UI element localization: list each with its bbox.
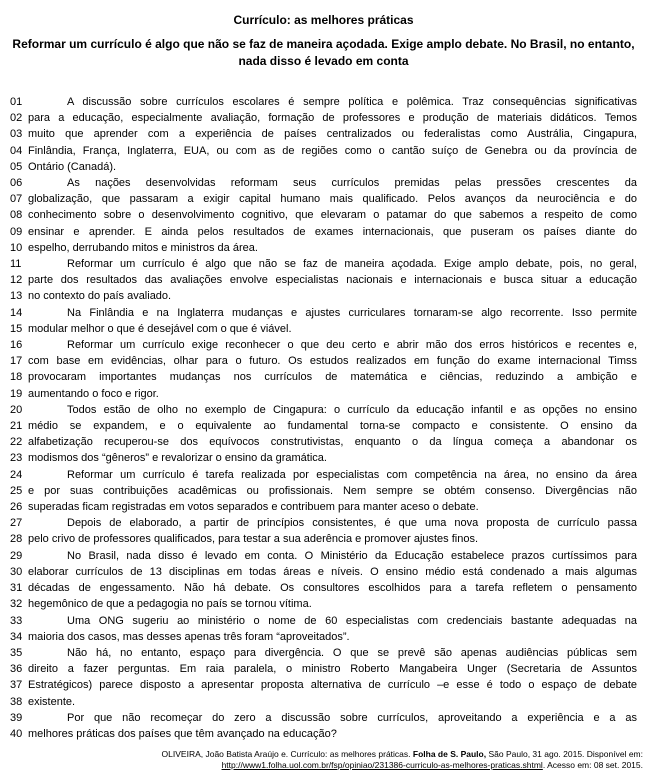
line-text: modismos dos “gêneros” e revalorizar o ensino da gramática.: [28, 452, 327, 465]
text-line: [10, 467, 637, 483]
text-line: [10, 94, 637, 110]
page-title: Currículo: as melhores práticas: [233, 13, 414, 27]
line-text: Estratégicos) parece disposto a apresentar proposta alternativa de currículo –e esse é todo o espaço de debate: [28, 679, 637, 692]
text-line: [10, 629, 637, 645]
line-number: 26: [10, 501, 23, 514]
line-number: 27: [10, 517, 23, 530]
line-number: 14: [10, 306, 23, 319]
text-line: [10, 710, 637, 726]
line-text: Na Finlândia e na Inglaterra mudanças e ajustes curriculares tornaram-se algo recorrente. Isso permite: [67, 306, 637, 319]
line-text: ensinar e aprender. E ainda pelos resultados de exames internacionais, que puseram os países diante do: [28, 225, 637, 238]
line-text: No Brasil, nada disso é levado em conta. O Ministério da Educação estabelece prazos curtíssimos para: [67, 549, 637, 562]
line-text: parte dos resultados das avaliações envolve especialistas nacionais e internacionais e busca situar a educação: [28, 274, 637, 287]
text-line: [10, 369, 637, 385]
text-line: [10, 402, 637, 418]
line-text: existente.: [28, 695, 76, 708]
text-line: [10, 288, 637, 304]
text-line: [10, 224, 637, 240]
line-text: para a educação, especialmente avaliação, formação de professores e produção de materiais didáticos. Temos: [28, 112, 637, 125]
line-number: 25: [10, 484, 23, 497]
line-number: 24: [10, 468, 23, 481]
line-number: 04: [10, 144, 23, 157]
line-number: 06: [10, 177, 23, 190]
line-text: Não há, no entanto, espaço para divergência. O que se prevê são apenas audiências públicas sem: [67, 646, 637, 659]
line-number: 31: [10, 582, 23, 595]
text-line: [10, 240, 637, 256]
line-number: 22: [10, 436, 23, 449]
line-number: 20: [10, 403, 23, 416]
text-line: [10, 450, 637, 466]
line-number: 10: [10, 241, 23, 254]
line-text: direito a fazer perguntas. Em raia paralela, o ministro Roberto Mangabeira Unger (Secretaria de Assuntos: [28, 663, 637, 676]
text-line: [10, 305, 637, 321]
line-number: 15: [10, 322, 23, 335]
line-number: 40: [10, 727, 23, 740]
text-line: [10, 677, 637, 693]
line-number: 38: [10, 695, 23, 708]
line-number: 19: [10, 387, 23, 400]
line-number: 33: [10, 614, 23, 627]
line-text: Por que não recomeçar do zero a discussão sobre currículos, aproveitando a experiência e a as: [67, 711, 637, 724]
text-line: [10, 143, 637, 159]
line-number: 12: [10, 274, 23, 287]
line-text: Todos estão de olho no exemplo de Cingapura: o currículo da educação infantil e as opções no ensino: [67, 403, 637, 416]
line-text: décadas de engessamento. Não há debate. Os consultores escolhidos para a tarefa refletem o pensamento: [28, 582, 637, 595]
line-number: 29: [10, 549, 23, 562]
text-line: [10, 613, 637, 629]
text-line: [10, 499, 637, 515]
text-line: [10, 531, 637, 547]
line-number: 13: [10, 290, 23, 303]
line-text: hegemônico de que a pedagogia no país se tornou vítima.: [28, 598, 312, 611]
citation-url-link[interactable]: http://www1.folha.uol.com.br/fsp/opiniao/231386-curriculo-as-melhores-praticas.shtml: [221, 759, 543, 770]
line-text: aumentando o foco e rigor.: [28, 387, 159, 400]
line-text: médio se expandem, e o equivalente ao fundamental torna-se compacto e consistente. O ensino da: [28, 420, 637, 433]
line-text: alfabetização recuperou-se dos equívocos construtivistas, enquanto o da língua começa a abandonar os: [28, 436, 637, 449]
line-number: 32: [10, 598, 23, 611]
line-text: modular melhor o que é desejável com o que é viável.: [28, 322, 292, 335]
citation-source-name: Folha de S. Paulo,: [412, 749, 487, 759]
line-text: com base em evidências, olhar para o futuro. Os estudos realizados em função do exame internacional Timss: [28, 355, 637, 368]
line-text: provocaram importantes mudanças nos currículos de matemática e ciências, reduzindo a ambição e: [28, 371, 637, 384]
text-line: [10, 483, 637, 499]
line-text: globalização, que passaram a exigir capital humano mais qualificado. Pelos avanços da neurociência e do: [28, 193, 637, 206]
citation: [0, 749, 647, 770]
line-text: conhecimento sobre o desenvolvimento cognitivo, que elevaram o patamar do que sabemos a respeito de como: [28, 209, 637, 222]
line-text: pelo crivo de professores qualificados, para testar a sua aderência e promover ajustes finos.: [28, 533, 479, 546]
text-line: [10, 645, 637, 661]
citation-place-date: São Paulo, 31 ago. 2015. Disponível em:: [486, 749, 643, 759]
text-line: [10, 272, 637, 288]
subtitle-line-1: Reformar um currículo é algo que não se faz de maneira açodada. Exige amplo debate. No Brasil, no entanto,: [12, 37, 635, 51]
text-line: [10, 548, 637, 564]
text-line: [10, 353, 637, 369]
line-number: 09: [10, 225, 23, 238]
line-number: 16: [10, 339, 23, 352]
line-number: 28: [10, 533, 23, 546]
text-line: [10, 515, 637, 531]
line-number: 36: [10, 663, 23, 676]
text-line: [10, 159, 637, 175]
line-number: 05: [10, 160, 23, 173]
text-line: [10, 694, 637, 710]
line-text: Ontário (Canadá).: [28, 160, 117, 173]
text-line: [10, 110, 637, 126]
line-number: 02: [10, 112, 23, 125]
line-text: Depois de elaborado, a partir de princípios consistentes, é que uma nova proposta de currículo passa: [67, 517, 637, 530]
subtitle-line-2: nada disso é levado em conta: [238, 54, 409, 68]
line-number: 30: [10, 565, 23, 578]
line-number: 37: [10, 679, 23, 692]
line-number: 35: [10, 646, 23, 659]
line-number: 18: [10, 371, 23, 384]
line-text: e por suas contribuições acadêmicas ou profissionais. Nem sempre se obtém consenso. Divergências não: [28, 484, 637, 497]
text-line: [10, 564, 637, 580]
line-number: 03: [10, 128, 23, 141]
text-line: [10, 256, 637, 272]
line-number: 21: [10, 420, 23, 433]
line-text: Reformar um currículo é tarefa realizada por especialistas com competência na área, no ensino da área: [67, 468, 637, 481]
text-line: [10, 175, 637, 191]
text-line: [10, 726, 637, 742]
line-number: 11: [10, 258, 22, 271]
text-line: [10, 596, 637, 612]
line-text: superadas ficam registradas em votos separados e contribuem para manter aceso o debate.: [28, 501, 479, 514]
text-line: [10, 321, 637, 337]
text-body: [0, 94, 647, 742]
line-number: 07: [10, 193, 23, 206]
line-text: A discussão sobre currículos escolares é sempre política e polêmica. Traz consequências significativas: [67, 96, 637, 108]
line-number: 23: [10, 452, 23, 465]
text-line: [10, 434, 637, 450]
page-subtitle: [0, 36, 647, 70]
line-number: 34: [10, 630, 23, 643]
line-number: 39: [10, 711, 23, 724]
line-text: Reformar um currículo é algo que não se faz de maneira açodada. Exige amplo debate, pois, no geral,: [67, 258, 637, 271]
line-text: Finlândia, França, Inglaterra, EUA, ou com as de regiões como o cantão suíço de Genebra ou da província de: [28, 144, 637, 157]
citation-author-title: OLIVEIRA, João Batista Araújo e. Currículo: as melhores práticas.: [161, 749, 413, 759]
line-number: 17: [10, 355, 23, 368]
line-text: maioria dos casos, mas desses apenas três foram “aproveitados”.: [28, 630, 350, 643]
line-number: 01: [10, 96, 23, 108]
line-text: muito que aprender com a experiência de países centralizados ou federalistas como Austrália, Cingapura,: [28, 128, 637, 141]
text-line: [10, 386, 637, 402]
text-line: [10, 580, 637, 596]
line-text: Uma ONG sugeriu ao ministério o nome de 60 especialistas com credenciais bastante adequadas na: [67, 614, 637, 627]
text-line: [10, 337, 637, 353]
document-header: [0, 0, 647, 70]
text-line: [10, 418, 637, 434]
line-number: 08: [10, 209, 23, 222]
text-line: [10, 191, 637, 207]
line-text: no contexto do país avaliado.: [28, 290, 172, 303]
citation-access-date: . Acesso em: 08 set. 2015.: [542, 759, 643, 770]
text-line: [10, 126, 637, 142]
line-text: Reformar um currículo exige reconhecer o que deu certo e abrir mão dos erros históricos e recentes e,: [67, 339, 637, 352]
line-text: elaborar currículos de 13 disciplinas em todas áreas e níveis. O ensino médio está condenado a mais algumas: [28, 565, 637, 578]
line-text: melhores práticas dos países que têm avançado na educação?: [28, 727, 337, 740]
line-text: espelho, derrubando mitos e ministros da área.: [28, 241, 258, 254]
line-text: As nações desenvolvidas reformam seus currículos premidas pelas pressões crescentes da: [67, 177, 637, 190]
text-line: [10, 661, 637, 677]
text-line: [10, 207, 637, 223]
